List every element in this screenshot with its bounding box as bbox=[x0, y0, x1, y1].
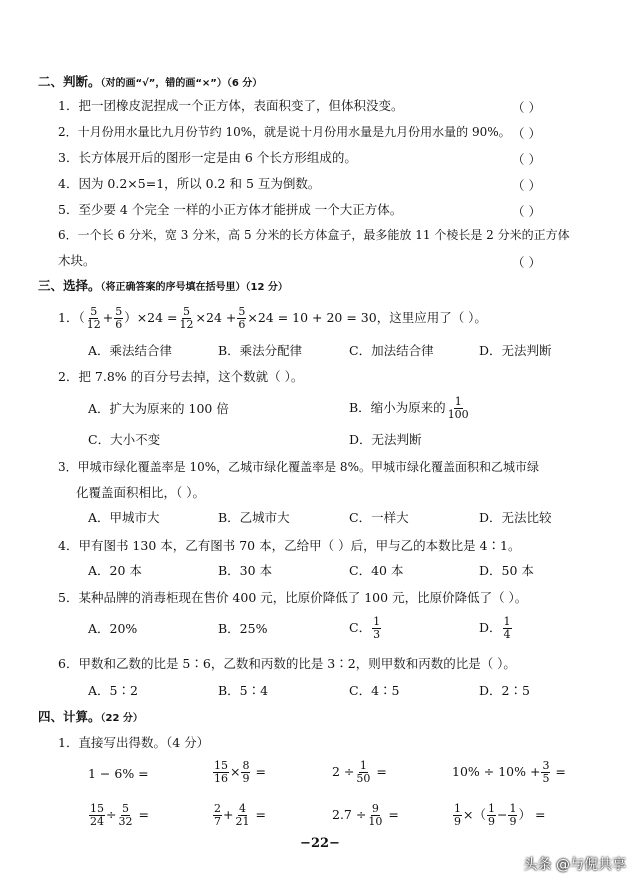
q6-option-b: B．5∶4 bbox=[218, 683, 269, 698]
fraction: $\frac{1}{9}$ bbox=[509, 802, 517, 828]
answer-blank[interactable]: （ ） bbox=[512, 126, 541, 141]
fraction: $\frac{15}{16}$ bbox=[214, 759, 228, 785]
answer-blank[interactable]: （ ） bbox=[512, 255, 541, 270]
q4-option-b: B．30 本 bbox=[218, 563, 273, 578]
fraction: $\frac{5}{12}$ bbox=[86, 305, 101, 331]
q3-option-c: C．一样大 bbox=[349, 510, 409, 525]
fraction: $\frac{1}{9}$ bbox=[487, 802, 495, 828]
section2-heading: 二、判断。（对的画“√”，错的画“×”）（6 分） bbox=[38, 74, 263, 89]
q5-option-a: A．20% bbox=[88, 621, 138, 636]
choice-q6: 6．甲数和乙数的比是 5∶6，乙数和丙数的比是 3∶2，则甲数和丙数的比是（ ）。 bbox=[58, 656, 516, 671]
calc-r2-c2: $\frac{2}{7}$ + $\frac{4}{21}$ = bbox=[214, 802, 266, 828]
q3-option-d: D．无法比较 bbox=[479, 510, 552, 525]
choice-q5: 5．某种品牌的消毒柜现在售价 400 元，比原价降低了 100 元，比原价降低了（ ）。 bbox=[58, 590, 528, 605]
fraction: $\frac{2}{7}$ bbox=[214, 802, 221, 828]
calc-r2-c3: 2.7 ÷ $\frac{9}{10}$ = bbox=[332, 802, 399, 828]
choice-q4: 4．甲有图书 130 本，乙有图书 70 本，乙给甲（ ）后，甲与乙的本数比是 4∶1。 bbox=[58, 538, 521, 553]
q1-option-b: B．乘法分配律 bbox=[218, 343, 303, 358]
fraction: $\frac{5}{6}$ bbox=[238, 305, 246, 331]
fraction: $\frac{1}{3}$ bbox=[373, 615, 381, 641]
answer-blank[interactable]: （ ） bbox=[512, 178, 541, 193]
q4-option-d: D．50 本 bbox=[479, 563, 534, 578]
choice-q3-line2: 化覆盖面积相比，（ ）。 bbox=[76, 485, 205, 500]
calc-r2-c4: $\frac{1}{9}$ ×（ $\frac{1}{9}$ − $\frac{1}{9}$ ） = bbox=[454, 802, 546, 828]
fraction: $\frac{5}{32}$ bbox=[118, 802, 133, 828]
answer-blank[interactable]: （ ） bbox=[512, 152, 541, 167]
q5-option-b: B．25% bbox=[218, 621, 268, 636]
judge-item-4: 4．因为 0.2×5=1，所以 0.2 和 5 互为倒数。 bbox=[58, 176, 321, 191]
q6-option-d: D．2∶5 bbox=[479, 683, 530, 698]
judge-item-3: 3．长方体展开后的图形一定是由 6 个长方形组成的。 bbox=[58, 150, 357, 165]
fraction: $\frac{4}{21}$ bbox=[235, 802, 250, 828]
q4-option-a: A．20 本 bbox=[88, 563, 142, 578]
q1-option-c: C．加法结合律 bbox=[349, 343, 434, 358]
page-number: −22− bbox=[300, 836, 340, 851]
q2-option-a: A．扩大为原来的 100 倍 bbox=[88, 401, 229, 416]
q1-option-d: D．无法判断 bbox=[479, 343, 552, 358]
choice-q2: 2．把 7.8% 的百分号去掉，这个数就（ ）。 bbox=[58, 369, 304, 384]
q4-option-c: C．40 本 bbox=[349, 563, 404, 578]
fraction: $\frac{1}{4}$ bbox=[503, 615, 511, 641]
fraction: $\frac{5}{6}$ bbox=[115, 305, 123, 331]
fraction: $\frac{8}{9}$ bbox=[242, 759, 250, 785]
answer-blank[interactable]: （ ） bbox=[512, 204, 541, 219]
fraction: $\frac{1}{50}$ bbox=[356, 759, 371, 785]
fraction: $\frac{1}{100}$ bbox=[447, 395, 469, 421]
fraction: $\frac{9}{10}$ bbox=[368, 802, 383, 828]
fraction: $\frac{1}{9}$ bbox=[454, 802, 461, 828]
q5-option-c: C． $\frac{1}{3}$ bbox=[349, 615, 381, 641]
section4-heading: 四、计算。（22 分） bbox=[38, 709, 143, 724]
fraction: $\frac{15}{24}$ bbox=[90, 802, 104, 828]
calc-sub1: 1．直接写出得数。（4 分） bbox=[58, 735, 210, 750]
section3-heading: 三、选择。（将正确答案的序号填在括号里）（12 分） bbox=[38, 278, 288, 293]
q2-option-d: D．无法判断 bbox=[349, 432, 422, 447]
judge-item-6-continued: 木块。 bbox=[58, 253, 96, 268]
judge-item-1: 1．把一团橡皮泥捏成一个正方体，表面积变了，但体积没变。 bbox=[58, 98, 404, 113]
q5-option-d: D． $\frac{1}{4}$ bbox=[479, 615, 511, 641]
q1-option-a: A．乘法结合律 bbox=[88, 343, 173, 358]
calc-r1-c4: 10% ÷ 10% + $\frac{3}{5}$ = bbox=[452, 759, 566, 785]
judge-item-5: 5．至少要 4 个完全 一样的小正方体才能拼成 一个大正方体。 bbox=[58, 202, 403, 217]
q2-option-b: B．缩小为原来的 $\frac{1}{100}$ bbox=[349, 395, 469, 421]
calc-r1-c3: 2 ÷ $\frac{1}{50}$ = bbox=[332, 759, 387, 785]
calc-r2-c1: $\frac{15}{24}$ ÷ $\frac{5}{32}$ = bbox=[90, 802, 149, 828]
choice-q1: 1．（ $\frac{5}{12}$ + $\frac{5}{6}$ ）×24 = $\frac{5}{12}$ ×24 + $\frac{5}{6}$ ×24 = 10 + 20 = 30，这里应用了（ ）。 bbox=[58, 305, 487, 331]
q6-option-c: C．4∶5 bbox=[349, 683, 400, 698]
judge-item-6: 6．一个长 6 分米，宽 3 分米，高 5 分米的长方体盒子，最多能放 11 个棱长是 2 分米的正方体 bbox=[58, 228, 570, 242]
calc-r1-c2: $\frac{15}{16}$ × $\frac{8}{9}$ = bbox=[214, 759, 266, 785]
answer-blank[interactable]: （ ） bbox=[512, 100, 541, 115]
fraction: $\frac{3}{5}$ bbox=[542, 759, 550, 785]
q3-option-b: B．乙城市大 bbox=[218, 510, 290, 525]
fraction: $\frac{5}{12}$ bbox=[179, 305, 194, 331]
judge-item-2: 2．十月份用水量比九月份节约 10%，就是说十月份用水量是九月份用水量的 90%。 bbox=[58, 125, 511, 139]
q6-option-a: A．5∶2 bbox=[88, 683, 138, 698]
calc-r1-c1: 1 − 6% = bbox=[88, 766, 149, 781]
watermark: 头条 @与倪共享 bbox=[523, 857, 626, 873]
q3-option-a: A．甲城市大 bbox=[88, 510, 160, 525]
choice-q3-line1: 3．甲城市绿化覆盖率是 10%，乙城市绿化覆盖率是 8%。甲城市绿化覆盖面积和乙城市绿 bbox=[58, 460, 539, 474]
q2-option-c: C．大小不变 bbox=[88, 432, 161, 447]
